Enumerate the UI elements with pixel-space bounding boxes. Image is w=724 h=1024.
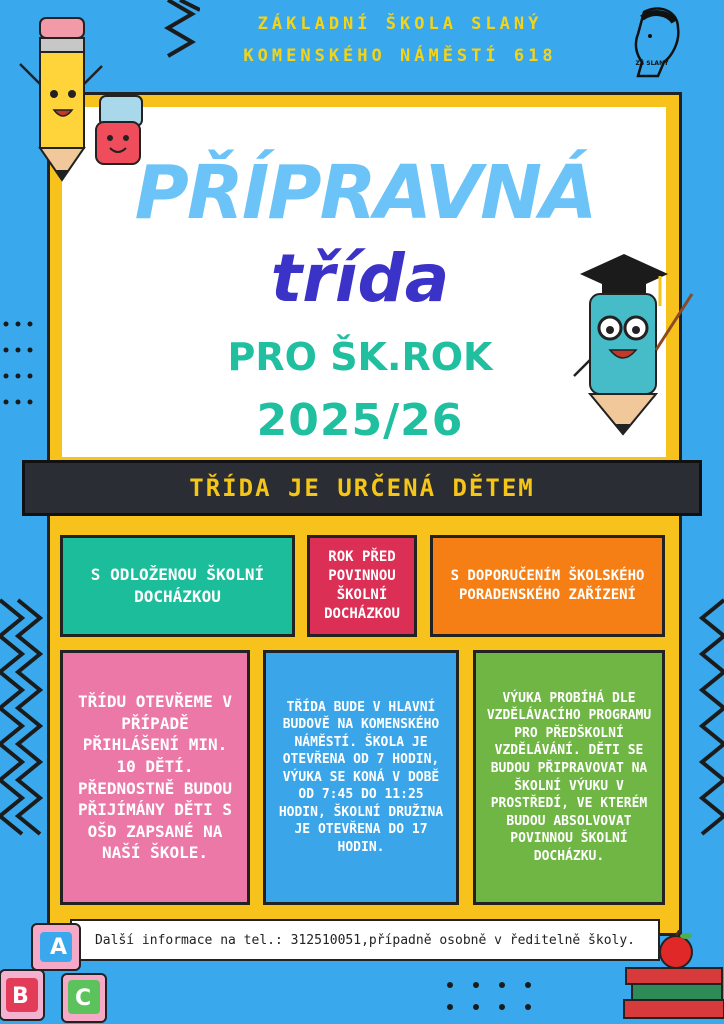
zigzag-decoration-left — [0, 590, 46, 850]
dots-decoration-left — [0, 318, 40, 418]
block-letter-a: A — [50, 935, 68, 960]
criteria-box-year-before: ROK PŘED POVINNOU ŠKOLNÍ DOCHÁZKOU — [307, 535, 417, 637]
subtitle: PRO ŠK.ROK — [227, 335, 493, 379]
title-line-1: PŘÍPRAVNÁ — [134, 150, 596, 236]
block-letter-b: B — [12, 984, 29, 1009]
info-box-program: VÝUKA PROBÍHÁ DLE VZDĚLÁVACÍHO PROGRAMU PRO PŘEDŠKOLNÍ VZDĚLÁVÁNÍ. DĚTI SE BUDOU PŘIPRAVOVAT NA ŠKOLNÍ VÝUKU V PROSTŘEDÍ, VE KTERÉM BUDOU ABSOLVOVAT POVINNOU ŠKOLNÍ DOCHÁZKU. — [473, 650, 665, 905]
contact-info: Další informace na tel.: 312510051,případně osobně v ředitelně školy. — [70, 919, 660, 961]
criteria-box-recommendation: S DOPORUČENÍM ŠKOLSKÉHO PORADENSKÉHO ZAŘÍZENÍ — [430, 535, 665, 637]
school-logo-icon — [628, 4, 688, 84]
school-logo-text: ZŠ SLANÝ — [635, 60, 669, 67]
title-line-2: třída — [270, 240, 450, 317]
info-box-opening: TŘÍDU OTEVŘEME V PŘÍPADĚ PŘIHLÁŠENÍ MIN. 10 DĚTÍ. PŘEDNOSTNĚ BUDOU PŘIJÍMÁNY DĚTI S OŠD ZAPSANÉ NA NAŠÍ ŠKOLE. — [60, 650, 250, 905]
info-box-location-hours: TŘÍDA BUDE V HLAVNÍ BUDOVĚ NA KOMENSKÉHO NÁMĚSTÍ. ŠKOLA JE OTEVŘENA OD 7 HODIN, VÝUKA SE KONÁ V DOBĚ OD 7:45 DO 11:25 HODIN, ŠKOLNÍ DRUŽINA JE OTEVŘENA DO 17 HODIN. — [263, 650, 459, 905]
graduate-pencil-mascot-icon — [560, 250, 700, 440]
books-apple-icon — [620, 930, 724, 1024]
criteria-box-deferred: S ODLOŽENOU ŠKOLNÍ DOCHÁZKOU — [60, 535, 295, 637]
target-banner: TŘÍDA JE URČENÁ DĚTEM — [22, 460, 702, 516]
block-letter-c: C — [75, 986, 92, 1011]
school-year: 2025/26 — [256, 395, 464, 446]
school-address: KOMENSKÉHO NÁMĚSTÍ 618 — [243, 46, 557, 66]
dots-decoration-bottom — [440, 975, 590, 1015]
zigzag-decoration-right — [688, 590, 724, 850]
school-name: ZÁKLADNÍ ŠKOLA SLANÝ — [257, 14, 543, 34]
